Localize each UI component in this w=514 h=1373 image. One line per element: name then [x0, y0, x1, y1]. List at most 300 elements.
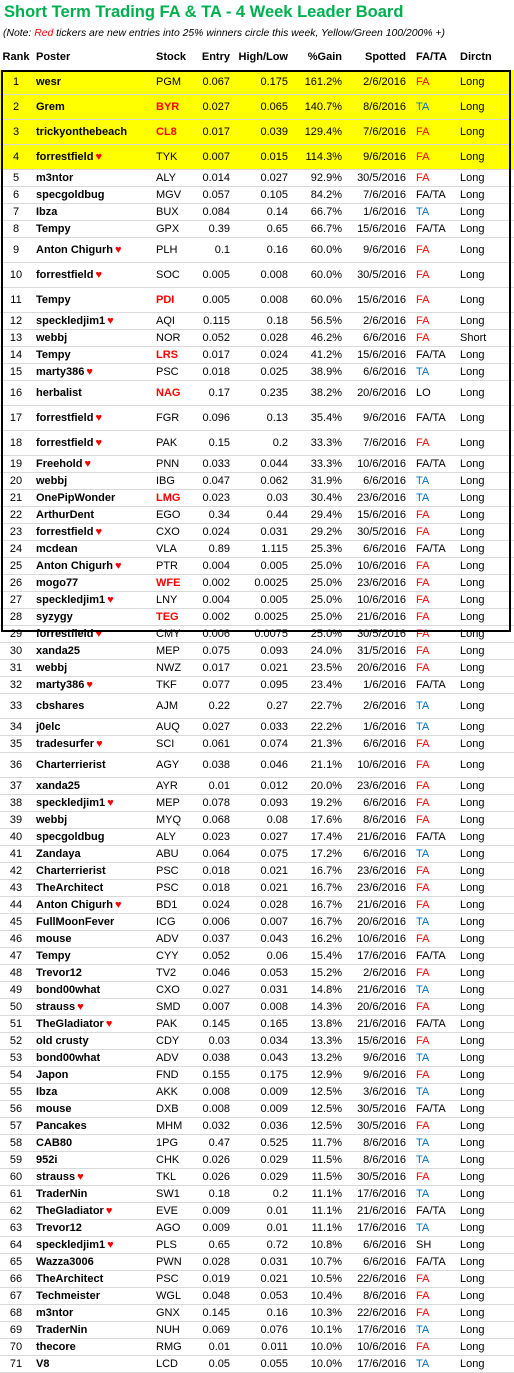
spotted-cell — [348, 172, 414, 184]
stock-cell-text: IBG — [156, 475, 175, 487]
poster-cell — [32, 1052, 154, 1064]
gain-cell — [292, 848, 348, 860]
rank-cell — [0, 645, 32, 657]
table-row — [0, 263, 514, 288]
rank-cell-text: 19 — [9, 458, 23, 470]
rank-cell-text: 61 — [9, 1188, 23, 1200]
spotted-cell-text: 10/6/2016 — [357, 560, 406, 572]
table-row — [0, 914, 514, 931]
spotted-cell-text: 15/6/2016 — [357, 294, 406, 306]
poster-cell — [32, 1222, 154, 1234]
gain-cell-text: 12.5% — [310, 1086, 342, 1098]
gain-cell — [292, 814, 348, 826]
stock-cell-text: SCI — [156, 738, 175, 750]
gain-cell-text: 60.0% — [310, 269, 342, 281]
direction-cell — [457, 1239, 502, 1251]
fa-ta-cell — [414, 189, 457, 201]
fa-ta-cell-text: TA — [416, 1137, 430, 1149]
gain-cell-text: 23.4% — [310, 679, 342, 691]
spotted-cell-text: 6/6/2016 — [363, 797, 406, 809]
high-low-cell-text: 0.027 — [260, 831, 288, 843]
spotted-cell-text: 23/6/2016 — [357, 780, 406, 792]
poster-cell — [32, 1239, 154, 1251]
poster-cell — [32, 509, 154, 521]
rank-cell-text: 24 — [9, 543, 23, 555]
stock-cell-text: 1PG — [156, 1137, 179, 1149]
spotted-cell-text: 9/6/2016 — [363, 244, 406, 256]
high-low-cell-text: 0.0025 — [254, 577, 288, 589]
stock-cell-text: WFE — [156, 577, 181, 589]
table-row — [0, 187, 514, 204]
stock-cell-text: LCD — [156, 1358, 179, 1370]
stock-cell-text: BD1 — [156, 899, 178, 911]
entry-cell-text: 0.024 — [202, 526, 230, 538]
spotted-cell — [348, 1205, 414, 1217]
rank-cell — [0, 1188, 32, 1200]
spotted-cell — [348, 594, 414, 606]
rank-cell — [0, 780, 32, 792]
direction-cell-text: Long — [460, 967, 485, 979]
stock-cell-text: MYQ — [156, 814, 182, 826]
high-low-cell-text: 0.046 — [260, 759, 288, 771]
gain-cell-text: 25.0% — [310, 628, 342, 640]
table-row — [0, 575, 514, 592]
poster-cell — [32, 831, 154, 843]
fa-ta-cell-text: FA — [416, 526, 430, 538]
high-low-cell — [234, 223, 292, 235]
stock-cell — [154, 882, 190, 894]
fa-ta-cell-text: TA — [416, 1154, 430, 1166]
fa-ta-cell — [414, 1171, 457, 1183]
entry-cell-text: 0.069 — [202, 1324, 230, 1336]
high-low-cell — [234, 437, 292, 449]
gain-cell — [292, 1103, 348, 1115]
direction-cell-text: Long — [460, 1154, 485, 1166]
spotted-cell-text: 30/5/2016 — [357, 1120, 406, 1132]
entry-cell — [190, 526, 234, 538]
spotted-cell — [348, 76, 414, 88]
high-low-cell — [234, 1018, 292, 1030]
spotted-cell-text: 6/6/2016 — [363, 1239, 406, 1251]
table-row — [0, 965, 514, 982]
high-low-cell — [234, 700, 292, 712]
rank-cell-text: 42 — [9, 865, 23, 877]
rank-cell-text: 62 — [9, 1205, 23, 1217]
spotted-cell — [348, 662, 414, 674]
direction-cell-text: Long — [460, 848, 485, 860]
fa-ta-cell — [414, 899, 457, 911]
high-low-cell-text: 0.093 — [260, 645, 288, 657]
entry-cell — [190, 933, 234, 945]
fa-ta-cell — [414, 475, 457, 487]
high-low-cell-text: 0.175 — [260, 1069, 288, 1081]
poster-cell — [32, 899, 154, 911]
stock-cell — [154, 509, 190, 521]
stock-cell — [154, 831, 190, 843]
spotted-cell — [348, 475, 414, 487]
spotted-cell-text: 17/6/2016 — [357, 1222, 406, 1234]
direction-cell-text: Long — [460, 700, 485, 712]
direction-cell — [457, 645, 502, 657]
rank-cell — [0, 543, 32, 555]
entry-cell-text: 0.052 — [202, 332, 230, 344]
entry-cell-text: 0.145 — [202, 1307, 230, 1319]
rank-cell-text: 25 — [9, 560, 23, 572]
high-low-cell-text: 0.0025 — [254, 611, 288, 623]
high-low-cell-text: 0.005 — [260, 560, 288, 572]
high-low-cell-text: 0.16 — [266, 244, 288, 256]
high-low-cell — [234, 797, 292, 809]
gain-cell-text: 60.0% — [310, 244, 342, 256]
stock-cell-text: MGV — [156, 189, 182, 201]
rank-cell — [0, 172, 32, 184]
poster-cell — [32, 269, 154, 281]
spotted-cell — [348, 759, 414, 771]
rank-cell — [0, 848, 32, 860]
high-low-cell-text: 0.025 — [260, 366, 288, 378]
rank-cell — [0, 1137, 32, 1149]
poster-cell — [32, 1273, 154, 1285]
gain-cell-text: 60.0% — [310, 294, 342, 306]
fa-ta-cell — [414, 916, 457, 928]
entry-cell — [190, 577, 234, 589]
high-low-cell — [234, 206, 292, 218]
gain-cell-text: 12.5% — [310, 1103, 342, 1115]
spotted-cell-text: 1/6/2016 — [363, 679, 406, 691]
entry-cell — [190, 151, 234, 163]
direction-cell — [457, 1324, 502, 1336]
entry-cell-text: 0.01 — [208, 780, 230, 792]
poster-cell — [32, 1358, 154, 1370]
direction-cell — [457, 492, 502, 504]
high-low-cell-text: 0.13 — [266, 412, 288, 424]
entry-cell-text: 0.03 — [208, 1035, 230, 1047]
rank-cell-text: 38 — [9, 797, 23, 809]
poster-cell — [32, 1205, 154, 1217]
rank-cell-text: 28 — [9, 611, 23, 623]
spotted-cell — [348, 509, 414, 521]
entry-cell — [190, 101, 234, 113]
fa-ta-cell — [414, 101, 457, 113]
fa-ta-cell — [414, 387, 457, 399]
spotted-cell-text: 3/6/2016 — [363, 1086, 406, 1098]
rank-cell — [0, 1001, 32, 1013]
entry-cell-text: 0.078 — [202, 797, 230, 809]
direction-cell-text: Long — [460, 1188, 485, 1200]
stock-cell-text: CMY — [156, 628, 181, 640]
poster-cell-text: specgoldbug — [36, 831, 105, 843]
poster-cell-text: trickyonthebeach — [36, 126, 128, 138]
gain-cell-text: 25.3% — [310, 543, 342, 555]
heart-icon: ♥ — [105, 1205, 113, 1217]
table-row — [0, 204, 514, 221]
high-low-cell-text: 0.053 — [260, 1290, 288, 1302]
entry-cell — [190, 1341, 234, 1353]
spotted-cell — [348, 223, 414, 235]
direction-cell — [457, 206, 502, 218]
gain-cell-text: 30.4% — [310, 492, 342, 504]
stock-cell-text: RMG — [156, 1341, 182, 1353]
poster-cell-text: j0elc — [36, 721, 61, 733]
rank-cell-text: 44 — [9, 899, 23, 911]
high-low-cell — [234, 848, 292, 860]
poster-cell-text: bond00what — [36, 1052, 101, 1064]
high-low-cell-text: 0.16 — [266, 1307, 288, 1319]
direction-cell — [457, 577, 502, 589]
rank-cell-text: 60 — [9, 1171, 23, 1183]
fa-ta-cell-text: FA — [416, 899, 430, 911]
rank-cell-text: 32 — [9, 679, 23, 691]
direction-cell — [457, 543, 502, 555]
gain-cell-text: 140.7% — [304, 101, 342, 113]
fa-ta-cell-text: TA — [416, 984, 430, 996]
poster-cell — [32, 984, 154, 996]
poster-cell — [32, 1001, 154, 1013]
stock-cell — [154, 645, 190, 657]
fa-ta-cell — [414, 700, 457, 712]
entry-cell — [190, 738, 234, 750]
spotted-cell — [348, 1018, 414, 1030]
stock-cell-text: AYR — [156, 780, 178, 792]
rank-cell-text: 47 — [9, 950, 23, 962]
poster-cell — [32, 577, 154, 589]
high-low-cell-text: 0.034 — [260, 1035, 288, 1047]
gain-cell-text: 14.3% — [310, 1001, 342, 1013]
direction-cell — [457, 984, 502, 996]
stock-cell — [154, 814, 190, 826]
spotted-cell-text: 30/5/2016 — [357, 526, 406, 538]
entry-cell-text: 0.22 — [208, 700, 230, 712]
high-low-cell-text: 0.65 — [266, 223, 288, 235]
high-low-cell — [234, 76, 292, 88]
direction-cell-text: Short — [460, 332, 487, 344]
entry-cell — [190, 189, 234, 201]
table-row — [0, 1169, 514, 1186]
high-low-cell-text: 0.021 — [260, 1273, 288, 1285]
poster-cell — [32, 611, 154, 623]
direction-cell — [457, 437, 502, 449]
entry-cell — [190, 126, 234, 138]
direction-cell-text: Long — [460, 1103, 485, 1115]
direction-cell — [457, 1188, 502, 1200]
direction-cell — [457, 780, 502, 792]
high-low-cell-text: 0.011 — [261, 1341, 288, 1353]
heart-icon: ♥ — [95, 151, 102, 163]
stock-cell — [154, 1001, 190, 1013]
poster-cell — [32, 332, 154, 344]
poster-cell — [32, 543, 154, 555]
gain-cell — [292, 700, 348, 712]
stock-cell-text: SOC — [156, 269, 180, 281]
entry-cell — [190, 1205, 234, 1217]
fa-ta-cell-text: FA — [416, 151, 430, 163]
fa-ta-cell — [414, 1018, 457, 1030]
poster-cell — [32, 526, 154, 538]
gain-cell — [292, 189, 348, 201]
fa-ta-cell-text: FA — [416, 1069, 430, 1081]
fa-ta-cell — [414, 611, 457, 623]
rank-cell-text: 55 — [9, 1086, 23, 1098]
stock-cell — [154, 848, 190, 860]
spotted-cell-text: 6/6/2016 — [363, 848, 406, 860]
fa-ta-cell — [414, 1154, 457, 1166]
spotted-cell — [348, 1358, 414, 1370]
fa-ta-cell — [414, 560, 457, 572]
gain-cell — [292, 1222, 348, 1234]
rank-cell — [0, 1307, 32, 1319]
stock-cell-text: AUQ — [156, 721, 180, 733]
spotted-cell — [348, 244, 414, 256]
spotted-cell — [348, 899, 414, 911]
poster-cell-text: webbj — [36, 662, 68, 674]
spotted-cell — [348, 206, 414, 218]
column-header-poster: Poster — [36, 51, 71, 63]
rank-cell-text: 59 — [9, 1154, 23, 1166]
poster-cell — [32, 679, 154, 691]
entry-cell — [190, 1035, 234, 1047]
spotted-cell-text: 10/6/2016 — [357, 759, 406, 771]
entry-cell-text: 0.008 — [202, 1086, 230, 1098]
entry-cell — [190, 882, 234, 894]
direction-cell-text: Long — [460, 475, 485, 487]
stock-cell-text: PNN — [156, 458, 180, 470]
direction-cell — [457, 458, 502, 470]
entry-cell-text: 0.057 — [202, 189, 230, 201]
entry-cell-text: 0.1 — [214, 244, 230, 256]
fa-ta-cell-text: FA/TA — [416, 831, 446, 843]
high-low-cell — [234, 1154, 292, 1166]
spotted-cell — [348, 780, 414, 792]
poster-cell-text: TheArchitect — [36, 1273, 104, 1285]
spotted-cell — [348, 1086, 414, 1098]
fa-ta-cell — [414, 814, 457, 826]
entry-cell — [190, 492, 234, 504]
high-low-cell-text: 0.175 — [260, 76, 288, 88]
stock-cell-text: DXB — [156, 1103, 179, 1115]
rank-cell-text: 40 — [9, 831, 23, 843]
high-low-cell — [234, 882, 292, 894]
direction-cell-text: Long — [460, 1086, 485, 1098]
stock-cell — [154, 899, 190, 911]
gain-cell-text: 16.7% — [310, 916, 342, 928]
gain-cell-text: 24.0% — [310, 645, 342, 657]
fa-ta-cell-text: FA — [416, 1035, 430, 1047]
fa-ta-cell-text: FA — [416, 172, 430, 184]
rank-cell — [0, 526, 32, 538]
high-low-cell-text: 0.024 — [260, 349, 288, 361]
direction-cell — [457, 223, 502, 235]
stock-cell — [154, 1137, 190, 1149]
high-low-cell — [234, 967, 292, 979]
gain-cell — [292, 738, 348, 750]
spotted-cell-text: 17/6/2016 — [357, 1324, 406, 1336]
stock-cell-text: AKK — [156, 1086, 179, 1098]
rank-cell — [0, 151, 32, 163]
table-row — [0, 558, 514, 575]
fa-ta-cell-text: FA — [416, 294, 430, 306]
entry-cell — [190, 543, 234, 555]
entry-cell-text: 0.004 — [202, 560, 230, 572]
poster-cell — [32, 1137, 154, 1149]
table-row — [0, 1050, 514, 1067]
direction-cell — [457, 366, 502, 378]
poster-cell-text: forrestfield — [36, 151, 94, 163]
rank-cell — [0, 509, 32, 521]
gain-cell — [292, 101, 348, 113]
fa-ta-cell-text: SH — [416, 1239, 432, 1251]
fa-ta-cell-text: TA — [416, 1086, 430, 1098]
table-row — [0, 70, 514, 95]
entry-cell — [190, 700, 234, 712]
high-low-cell-text: 0.031 — [260, 526, 288, 538]
gain-cell — [292, 797, 348, 809]
rank-cell — [0, 1290, 32, 1302]
rank-cell-text: 63 — [9, 1222, 23, 1234]
poster-cell-text: Charterrierist — [36, 865, 106, 877]
high-low-cell-text: 0.029 — [260, 1171, 288, 1183]
fa-ta-cell — [414, 865, 457, 877]
rank-cell-text: 6 — [12, 189, 20, 201]
high-low-cell-text: 0.008 — [260, 294, 288, 306]
gain-cell-text: 11.1% — [311, 1205, 342, 1217]
stock-cell — [154, 332, 190, 344]
high-low-cell — [234, 366, 292, 378]
direction-cell-text: Long — [460, 1035, 485, 1047]
rank-cell — [0, 1086, 32, 1098]
table-row — [0, 1356, 514, 1373]
gain-cell — [292, 172, 348, 184]
poster-cell-text: Trevor12 — [36, 967, 82, 979]
rank-cell — [0, 1358, 32, 1370]
poster-cell — [32, 759, 154, 771]
direction-cell-text: Long — [460, 151, 485, 163]
high-low-cell — [234, 126, 292, 138]
rank-cell — [0, 206, 32, 218]
entry-cell-text: 0.005 — [202, 294, 230, 306]
direction-cell — [457, 933, 502, 945]
fa-ta-cell — [414, 1290, 457, 1302]
poster-cell — [32, 780, 154, 792]
table-row — [0, 660, 514, 677]
high-low-cell — [234, 475, 292, 487]
poster-cell-text: Grem — [36, 101, 65, 113]
gain-cell-text: 15.2% — [310, 967, 342, 979]
rank-cell-text: 3 — [12, 126, 20, 138]
table-row — [0, 677, 514, 694]
entry-cell — [190, 1001, 234, 1013]
table-row — [0, 1203, 514, 1220]
spotted-cell-text: 1/6/2016 — [363, 206, 406, 218]
table-row — [0, 795, 514, 812]
high-low-cell-text: 0.01 — [266, 1205, 288, 1217]
rank-cell-text: 65 — [9, 1256, 23, 1268]
stock-cell-text: CDY — [156, 1035, 180, 1047]
spotted-cell-text: 17/6/2016 — [357, 1188, 406, 1200]
table-row — [0, 846, 514, 863]
entry-cell — [190, 899, 234, 911]
gain-cell-text: 11.5% — [311, 1154, 342, 1166]
gain-cell-text: 33.3% — [310, 437, 342, 449]
rank-cell-text: 45 — [9, 916, 23, 928]
table-row — [0, 120, 514, 145]
entry-cell-text: 0.009 — [202, 1222, 230, 1234]
rank-cell-text: 43 — [9, 882, 23, 894]
direction-cell-text: Long — [460, 882, 485, 894]
fa-ta-cell-text: FA — [416, 780, 430, 792]
fa-ta-cell — [414, 1052, 457, 1064]
fa-ta-cell — [414, 509, 457, 521]
fa-ta-cell-text: FA — [416, 315, 430, 327]
